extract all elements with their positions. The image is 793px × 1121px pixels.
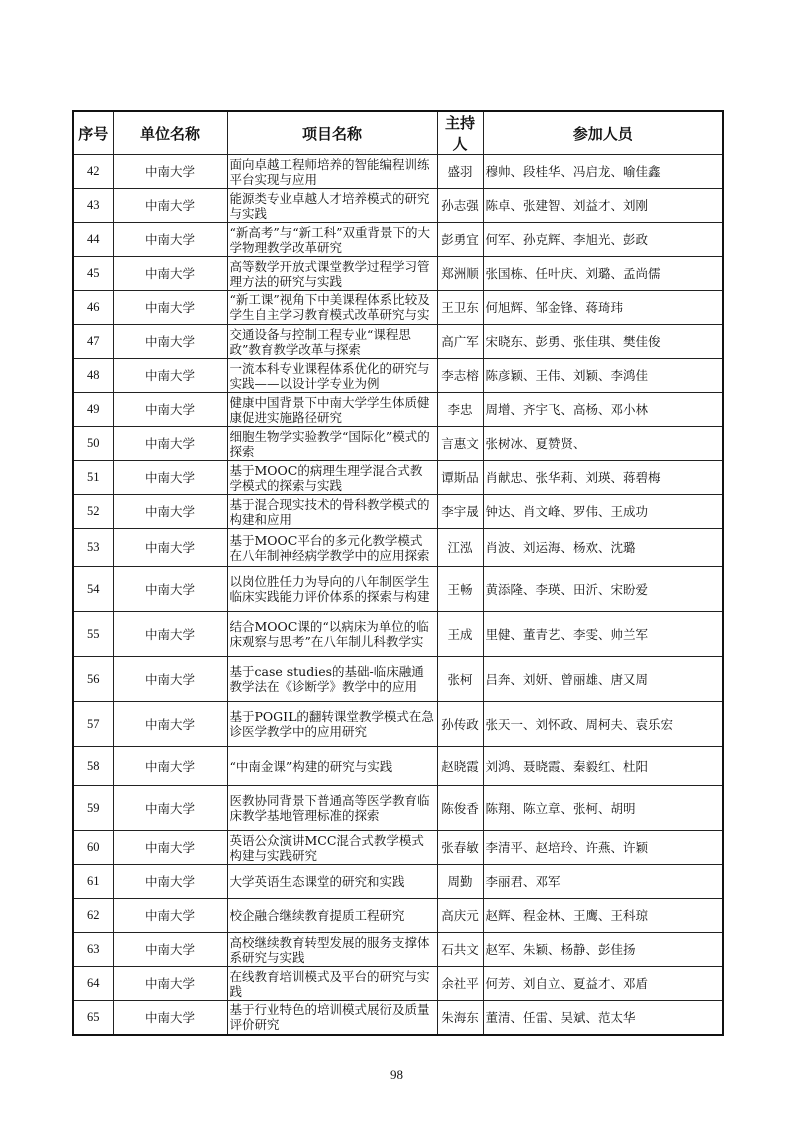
row-title: 能源类专业卓越人才培养模式的研究与实践: [229, 190, 430, 221]
row-title: 基于MOOC平台的多元化教学模式在八年制神经病学教学中的应用探索: [229, 532, 430, 563]
row-title: “新高考”与“新工科”双重背景下的大学物理教学改革研究: [229, 224, 431, 255]
row-title: 交通设备与控制工程专业“课程思政”教育教学改革与探索: [229, 326, 411, 357]
row-members: 张天一、刘怀政、周柯夫、袁乐宏: [485, 716, 674, 732]
row-unit: 中南大学: [144, 504, 195, 519]
row-unit: 中南大学: [144, 671, 195, 687]
row-members: 陈翔、陈立章、张柯、胡明: [485, 800, 636, 816]
table-row: [73, 567, 723, 612]
row-unit: 中南大学: [144, 402, 195, 417]
row-unit: 中南大学: [144, 334, 195, 349]
row-host: 李忠: [447, 402, 473, 417]
row-host: 王成: [447, 626, 473, 642]
row-members: 肖波、刘运海、杨欢、沈璐: [485, 540, 636, 555]
row-index: 46: [87, 300, 100, 314]
row-title: “新工课”视角下中美课程体系比较及学生自主学习教育模式改革研究与实: [229, 292, 430, 322]
row-title: 面向卓越工程师培养的智能编程训练平台实现与应用: [229, 156, 430, 187]
table-row: [73, 291, 723, 325]
table-row: [73, 865, 723, 899]
table-row: [73, 657, 723, 702]
row-host: 郑洲顺: [441, 266, 479, 281]
row-index: 50: [87, 436, 100, 450]
table-row: [73, 933, 723, 967]
table-row: [73, 967, 723, 1001]
row-host: 周勤: [447, 874, 473, 889]
row-title: 大学英语生态课堂的研究和实践: [229, 874, 405, 889]
row-index: 44: [87, 232, 100, 246]
page-number: 98: [390, 1067, 403, 1082]
project-table: [72, 110, 724, 1036]
row-index: 64: [87, 976, 100, 990]
row-host: 陈俊香: [441, 800, 479, 816]
row-host: 赵晓霞: [441, 758, 479, 774]
table-row: [73, 495, 723, 529]
header-host: 主持人: [437, 111, 483, 155]
row-members: 周增、齐宇飞、高杨、邓小林: [485, 402, 649, 417]
row-members: 陈彦颖、王伟、刘颖、李鸿佳: [485, 368, 649, 383]
row-host: 盛羽: [447, 164, 473, 179]
row-index: 49: [87, 402, 100, 416]
row-title: 基于MOOC的病理生理学混合式教学模式的探索与实践: [229, 462, 423, 493]
row-index: 43: [87, 198, 100, 212]
table-row: [73, 786, 723, 831]
row-unit: 中南大学: [144, 874, 195, 889]
row-host: 王畅: [447, 581, 473, 597]
row-host: 李宇晟: [441, 504, 479, 519]
row-title: 医教协同背景下普通高等医学教育临床教学基地管理标准的探索: [229, 793, 430, 823]
table-row: [73, 529, 723, 567]
row-title: 高校继续教育转型发展的服务支撑体系研究与实践: [229, 934, 430, 965]
row-host: 谭斯品: [441, 470, 479, 485]
table-row: [73, 155, 723, 189]
row-unit: 中南大学: [144, 976, 195, 991]
row-title: 结合MOOC课的“以病床为单位的临床观察与思考”在八年制儿科教学实: [229, 618, 429, 649]
row-index: 47: [87, 334, 100, 348]
row-host: 高庆元: [441, 908, 479, 923]
row-members: 穆帅、段桂华、冯启龙、喻佳鑫: [485, 164, 661, 179]
row-host: 孙志强: [441, 198, 479, 213]
table-row: [73, 189, 723, 223]
row-title: 健康中国背景下中南大学学生体质健康促进实施路径研究: [229, 394, 430, 425]
row-members: 宋晓东、彭勇、张佳琪、樊佳俊: [485, 334, 661, 349]
row-unit: 中南大学: [144, 232, 195, 247]
row-host: 石共文: [441, 942, 479, 957]
row-index: 57: [87, 716, 100, 731]
row-host: 张春敏: [441, 840, 479, 855]
row-index: 54: [87, 581, 100, 596]
row-host: 言惠文: [441, 436, 479, 451]
row-unit: 中南大学: [144, 164, 195, 179]
table-row: [73, 223, 723, 257]
table-row: [73, 359, 723, 393]
row-index: 55: [87, 626, 100, 641]
table-header-row: [73, 111, 723, 155]
row-index: 61: [87, 874, 100, 888]
row-title: 校企融合继续教育提质工程研究: [229, 908, 405, 923]
row-members: 陈卓、张建智、刘益才、刘刚: [485, 198, 649, 213]
row-host: 江泓: [447, 540, 473, 555]
row-unit: 中南大学: [144, 300, 195, 315]
row-host: 王卫东: [441, 300, 479, 315]
row-members: 吕奔、刘妍、曾丽雄、唐又周: [485, 671, 649, 687]
row-members: 钟达、肖文峰、罗伟、王成功: [485, 504, 649, 519]
header-unit: 单位名称: [113, 111, 227, 155]
row-unit: 中南大学: [144, 198, 195, 213]
row-unit: 中南大学: [144, 800, 195, 816]
row-unit: 中南大学: [144, 540, 195, 555]
row-unit: 中南大学: [144, 470, 195, 485]
row-members: 何军、孙克辉、李旭光、彭政: [485, 232, 649, 247]
table-row: [73, 257, 723, 291]
row-unit: 中南大学: [144, 908, 195, 923]
row-title: 高等数学开放式课堂教学过程学习管理方法的研究与实践: [229, 258, 430, 289]
row-unit: 中南大学: [144, 942, 195, 957]
row-host: 孙传政: [441, 716, 479, 732]
table-row: [73, 461, 723, 495]
row-index: 60: [87, 840, 100, 854]
row-index: 48: [87, 368, 100, 382]
row-index: 51: [87, 470, 100, 484]
row-index: 56: [87, 671, 100, 686]
row-index: 62: [87, 908, 100, 922]
row-members: 肖献忠、张华莉、刘瑛、蒋碧梅: [485, 470, 661, 485]
table-row: [73, 612, 723, 657]
row-members: 黄添隆、李瑛、田沂、宋盼爱: [485, 581, 649, 597]
table-row: [73, 393, 723, 427]
row-members: 李丽君、邓军: [485, 874, 561, 889]
row-members: 赵军、朱颖、杨静、彭佳扬: [485, 942, 636, 957]
row-members: 赵辉、程金林、王鹰、王科琼: [485, 908, 649, 923]
header-members: 参加人员: [483, 111, 723, 155]
row-members: 李清平、赵培玲、许燕、许颖: [485, 840, 649, 855]
row-members: 里健、董青艺、李雯、帅兰军: [485, 626, 649, 642]
row-index: 63: [87, 942, 100, 956]
row-index: 53: [87, 540, 100, 554]
table-row: [73, 702, 723, 747]
row-host: 余社平: [441, 976, 479, 991]
row-members: 张国栋、任叶庆、刘璐、孟尚儒: [485, 266, 661, 281]
table-row: [73, 899, 723, 933]
row-host: 张柯: [447, 671, 473, 687]
row-title: “中南金课”构建的研究与实践: [229, 758, 393, 774]
row-unit: 中南大学: [144, 716, 195, 732]
row-members: 董清、任雷、吴斌、范太华: [485, 1009, 636, 1025]
row-unit: 中南大学: [144, 1009, 195, 1025]
row-title: 基于POGIL的翻转课堂教学模式在急诊医学教学中的应用研究: [229, 709, 434, 739]
row-unit: 中南大学: [144, 758, 195, 774]
row-host: 李志榕: [441, 368, 479, 383]
row-unit: 中南大学: [144, 840, 195, 855]
table-row: [73, 325, 723, 359]
row-title: 基于case studies的基础-临床融通教学法在《诊断学》教学中的应用: [229, 664, 424, 694]
row-index: 59: [87, 800, 100, 815]
row-title: 以岗位胜任力为导向的八年制医学生临床实践能力评价体系的探索与构建: [229, 574, 430, 604]
row-host: 高广军: [441, 334, 479, 349]
row-members: 刘鸿、聂晓霞、秦毅红、杜阳: [485, 758, 649, 774]
row-unit: 中南大学: [144, 266, 195, 281]
table-body: [73, 155, 723, 1035]
row-host: 彭勇宜: [441, 232, 479, 247]
table-row: [73, 831, 723, 865]
table-row: [73, 427, 723, 461]
table-row: [73, 747, 723, 786]
row-title: 英语公众演讲MCC混合式教学模式构建与实践研究: [229, 832, 424, 863]
row-index: 52: [87, 504, 100, 518]
row-unit: 中南大学: [144, 626, 195, 642]
row-index: 45: [87, 266, 100, 280]
row-index: 42: [87, 164, 100, 178]
row-title: 一流本科专业课程体系优化的研究与实践——以设计学专业为例: [229, 360, 430, 391]
header-title: 项目名称: [227, 111, 437, 155]
row-index: 58: [87, 758, 100, 773]
row-members: 何芳、刘自立、夏益才、邓盾: [485, 976, 649, 991]
row-unit: 中南大学: [144, 581, 195, 597]
row-members: 张树冰、夏赞贤、: [485, 436, 586, 451]
row-members: 何旭辉、邹金锋、蒋琦玮: [485, 300, 624, 315]
row-unit: 中南大学: [144, 368, 195, 383]
row-title: 细胞生物学实验教学“国际化”模式的探索: [229, 428, 430, 459]
row-host: 朱海东: [441, 1009, 479, 1025]
row-title: 在线教育培训模式及平台的研究与实践: [229, 968, 430, 999]
row-title: 基于行业特色的培训模式展衍及质量评价研究: [229, 1002, 430, 1033]
row-title: 基于混合现实技术的骨科教学模式的构建和应用: [229, 496, 430, 527]
row-index: 65: [87, 1009, 100, 1024]
row-unit: 中南大学: [144, 436, 195, 451]
table-row: [73, 1001, 723, 1035]
header-index: 序号: [73, 111, 113, 155]
